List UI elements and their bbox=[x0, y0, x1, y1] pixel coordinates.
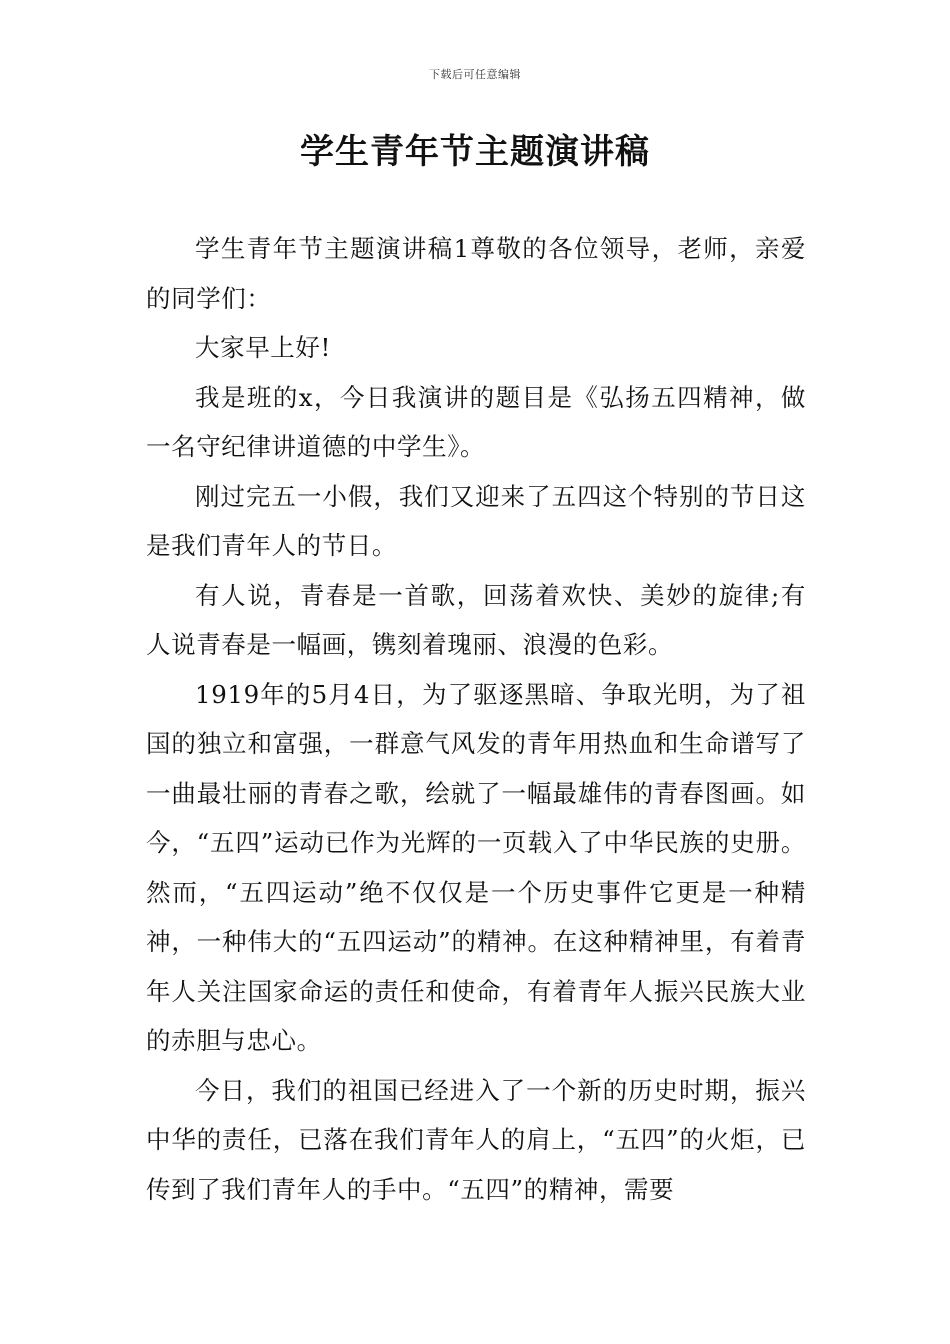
paragraph: 刚过完五一小假，我们又迎来了五四这个特别的节日这是我们青年人的节日。 bbox=[146, 481, 806, 560]
paragraph: 今日，我们的祖国已经进入了一个新的历史时期，振兴中华的责任，已落在我们青年人的肩上，“五四”的火炬，已传到了我们青年人的手中。“五四”的精神，需要 bbox=[146, 1075, 806, 1204]
paragraph: 有人说，青春是一首歌，回荡着欢快、美妙的旋律;有人说青春是一幅画，镌刻着瑰丽、浪漫的色彩。 bbox=[146, 580, 806, 659]
paragraph: 学生青年节主题演讲稿1尊敬的各位领导，老师，亲爱的同学们： bbox=[146, 234, 806, 313]
paragraph: 我是班的x，今日我演讲的题目是《弘扬五四精神，做一名守纪律讲道德的中学生》。 bbox=[146, 382, 806, 461]
document-title: 学生青年节主题演讲稿 bbox=[300, 132, 650, 172]
document-body bbox=[146, 224, 806, 1214]
paragraph: 1919年的5月4日，为了驱逐黑暗、争取光明，为了祖国的独立和富强，一群意气风发的青年用热血和生命谱写了一曲最壮丽的青春之歌，绘就了一幅最雄伟的青春图画。如今，“五四”运动已作为光辉的一页载入了中华民族的史册。然而，“五四运动”绝不仅仅是一个历史事件它更是一种精神，一种伟大的“五四运动”的精神。在这种精神里，有着青年人关注国家命运的责任和使命，有着青年人振兴民族大业的赤胆与忠心。 bbox=[146, 679, 806, 1055]
paragraph: 大家早上好! bbox=[195, 333, 331, 362]
header-note: 下载后可任意编辑 bbox=[429, 68, 521, 81]
